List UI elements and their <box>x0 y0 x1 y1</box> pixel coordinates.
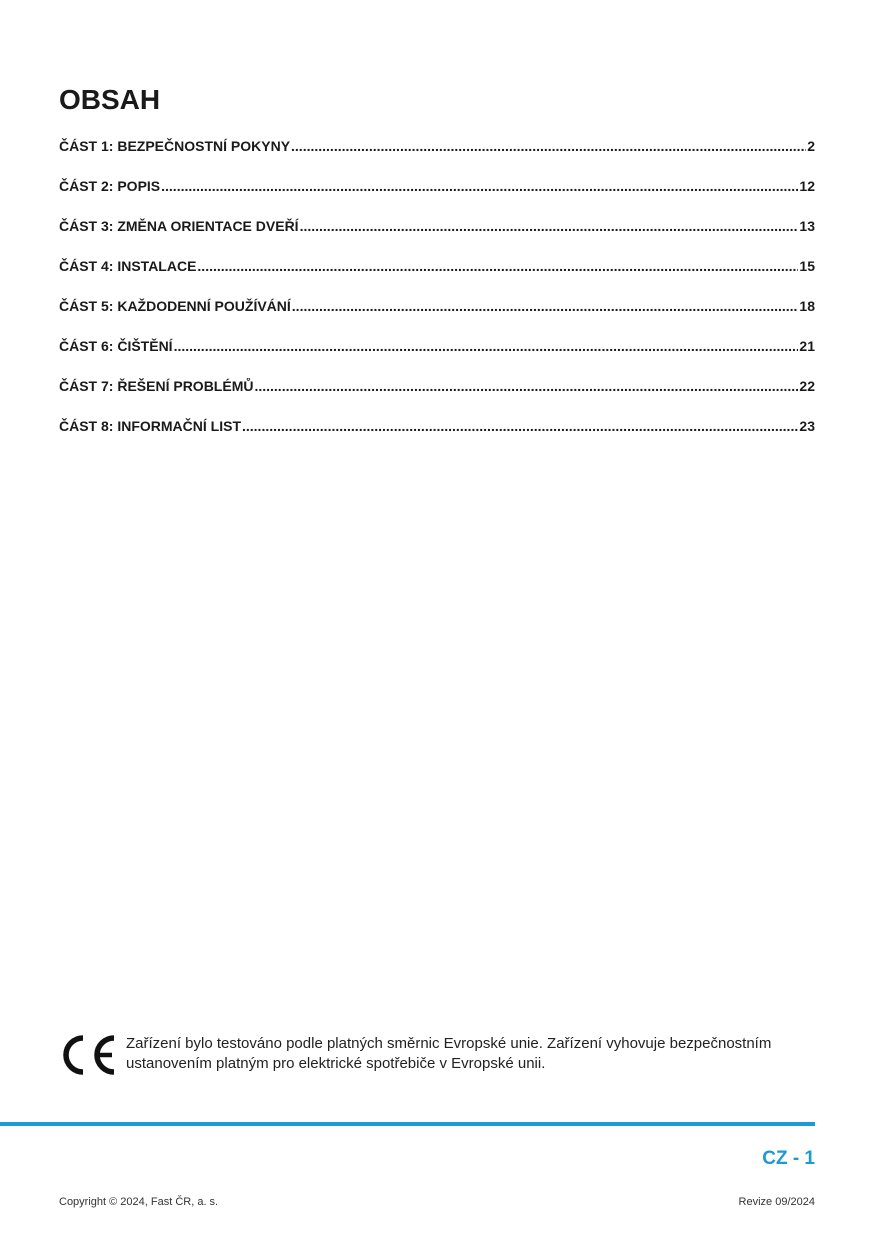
toc-entry-page: 23 <box>799 418 815 434</box>
toc-entry-5[interactable] <box>59 298 815 338</box>
toc-entry-page: 22 <box>799 378 815 394</box>
toc-entry-label: ČÁST 7: ŘEŠENÍ PROBLÉMŮ <box>59 378 254 394</box>
toc-entry-2[interactable] <box>59 178 815 218</box>
toc-dot-leader <box>174 338 799 354</box>
footer-divider <box>0 1122 815 1126</box>
toc-entry-page: 18 <box>799 298 815 314</box>
toc-entry-label: ČÁST 8: INFORMAČNÍ LIST <box>59 418 241 434</box>
toc-entry-page: 15 <box>799 258 815 274</box>
toc-dot-leader <box>300 218 799 234</box>
toc-entry-7[interactable] <box>59 378 815 418</box>
toc-entry-3[interactable] <box>59 218 815 258</box>
toc-dot-leader <box>242 418 798 434</box>
toc-dot-leader <box>161 178 798 194</box>
toc-dot-leader <box>254 378 798 394</box>
ce-conformity-text: Zařízení bylo testováno podle platných směrnic Evropské unie. Zařízení vyhovuje bezpečnostním ustanovením platným pro elektrické spotřebiče v Evropské unii. <box>126 1035 772 1072</box>
ce-conformity-notice <box>59 1034 815 1076</box>
toc-entry-1[interactable] <box>59 138 815 178</box>
toc-dot-leader <box>197 258 798 274</box>
copyright-notice: Copyright © 2024, Fast ČR, a. s. <box>59 1196 219 1208</box>
toc-entry-label: ČÁST 5: KAŽDODENNÍ POUŽÍVÁNÍ <box>59 298 291 314</box>
page-number: CZ - 1 <box>762 1148 815 1169</box>
toc-entry-4[interactable] <box>59 258 815 298</box>
toc-entry-label: ČÁST 3: ZMĚNA ORIENTACE DVEŘÍ <box>59 218 299 234</box>
toc-entry-page: 2 <box>807 138 815 154</box>
ce-mark-icon <box>59 1034 117 1076</box>
toc-dot-leader <box>292 298 799 314</box>
toc-entry-label: ČÁST 1: BEZPEČNOSTNÍ POKYNY <box>59 138 291 154</box>
toc-dot-leader <box>291 138 806 154</box>
toc-entry-6[interactable] <box>59 338 815 378</box>
table-of-contents <box>59 138 815 458</box>
toc-entry-8[interactable] <box>59 418 815 458</box>
toc-entry-label: ČÁST 6: ČIŠTĚNÍ <box>59 338 173 354</box>
toc-entry-label: ČÁST 2: POPIS <box>59 178 161 194</box>
toc-entry-page: 21 <box>799 338 815 354</box>
toc-entry-page: 12 <box>799 178 815 194</box>
toc-entry-label: ČÁST 4: INSTALACE <box>59 258 197 274</box>
page-title: OBSAH <box>59 84 161 115</box>
revision-label: Revize 09/2024 <box>738 1196 815 1208</box>
toc-entry-page: 13 <box>799 218 815 234</box>
